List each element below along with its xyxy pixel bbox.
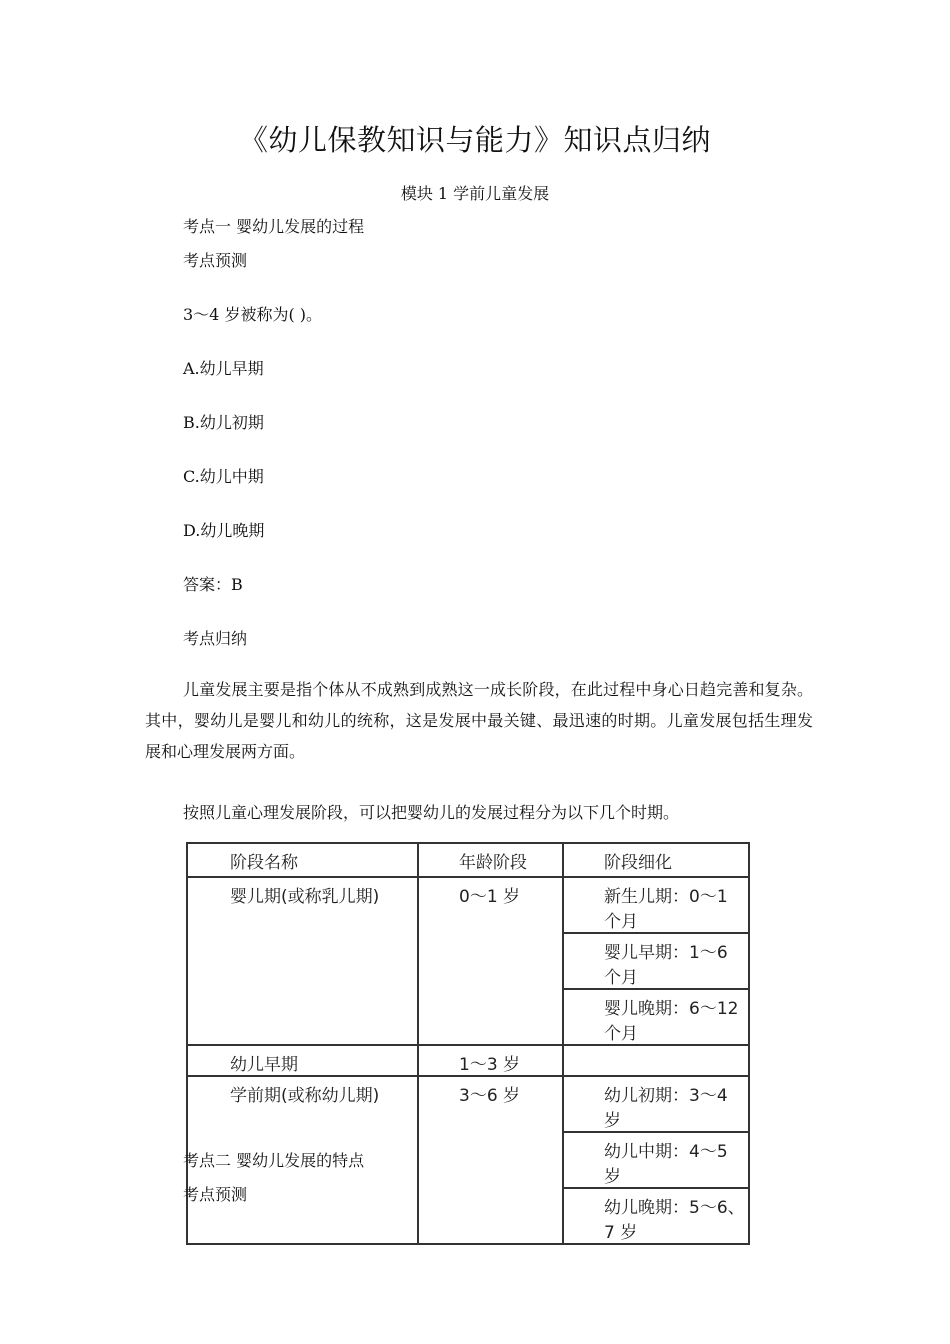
answer-text: 答案：B (183, 575, 243, 594)
summary-paragraph: 儿童发展主要是指个体从不成熟到成熟这一成长阶段，在此过程中身心日趋完善和复杂。其中，婴幼儿是婴儿和幼儿的统称，这是发展中最关键、最迅速的时期。儿童发展包括生理发展和心理发展两方面。 (145, 680, 813, 761)
stage-age: 0～1 岁 (418, 877, 563, 1045)
stage-detail: 幼儿晚期：5～6、7 岁 (563, 1188, 749, 1244)
predict-label: 考点预测 (183, 251, 248, 270)
document-title: 《幼儿保教知识与能力》知识点归纳 (238, 123, 711, 157)
table-header-row (187, 843, 749, 877)
summary-heading: 考点归纳 (183, 629, 248, 648)
stage-name: 婴儿期(或称乳儿期) (187, 877, 418, 1045)
stage-detail: 新生儿期：0～1 个月 (563, 877, 749, 933)
question-text: 3～4 岁被称为( )。 (183, 305, 323, 324)
table-row (187, 1076, 749, 1132)
option-b: B.幼儿初期 (183, 413, 264, 432)
header-details: 阶段细化 (563, 843, 749, 877)
stage-detail (563, 1045, 749, 1076)
stage-age: 1～3 岁 (418, 1045, 563, 1076)
table-intro: 按照儿童心理发展阶段，可以把婴幼儿的发展过程分为以下几个时期。 (183, 803, 680, 822)
stage-detail: 婴儿晚期：6～12 个月 (563, 989, 749, 1045)
table-row (187, 877, 749, 933)
header-stage: 阶段名称 (187, 843, 418, 877)
stage-detail: 幼儿初期：3～4 岁 (563, 1076, 749, 1132)
module-heading: 模块 1 学前儿童发展 (400, 184, 550, 203)
option-a: A.幼儿早期 (183, 359, 264, 378)
stage-detail: 幼儿中期：4～5 岁 (563, 1132, 749, 1188)
stage-name: 学前期(或称幼儿期) (187, 1076, 418, 1244)
option-d: D.幼儿晚期 (183, 521, 265, 540)
stage-detail: 婴儿早期：1～6 个月 (563, 933, 749, 989)
header-age: 年龄阶段 (418, 843, 563, 877)
predict-label: 考点预测 (183, 1185, 248, 1204)
stages-table (186, 842, 750, 1245)
option-c: C.幼儿中期 (183, 467, 264, 486)
stage-age: 3～6 岁 (418, 1076, 563, 1244)
stage-name: 幼儿早期 (187, 1045, 418, 1076)
table-row (187, 1045, 749, 1076)
section-heading: 考点一 婴幼儿发展的过程 (183, 217, 365, 236)
section-heading: 考点二 婴幼儿发展的特点 (183, 1151, 365, 1170)
